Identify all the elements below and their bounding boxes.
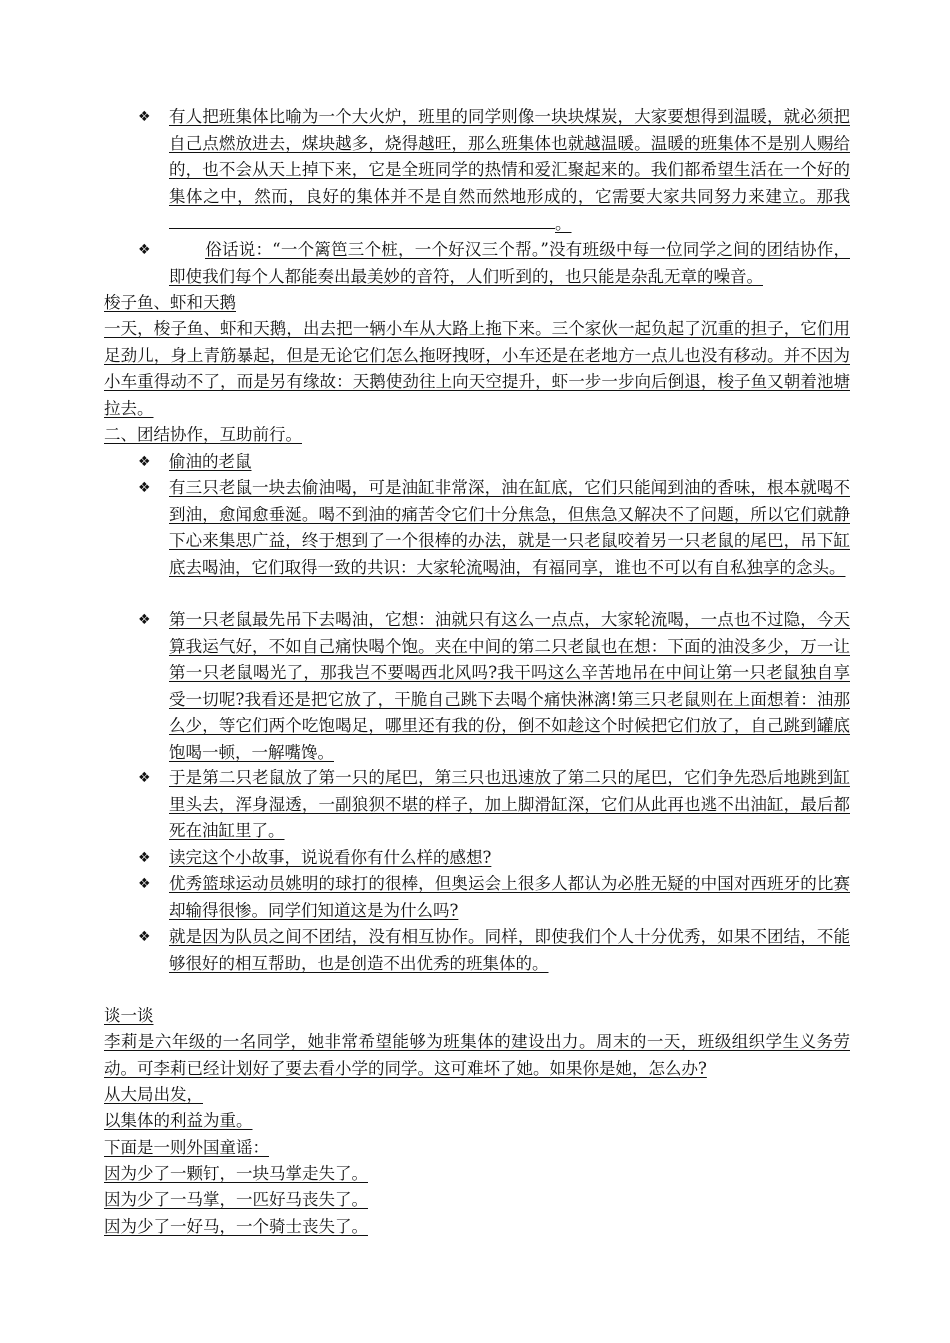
paragraph-text: 有人把班集体比喻为一个大火炉，班里的同学则像一块块煤炭，大家要想得到温暖，就必须把自己点燃放进去，煤块越多，烧得越旺，那么班集体也就越温暖。温暖的班集体不是别人赐给的，也不会从天上掉下来，它是全班同学的热情和爱汇聚起来的。我们都希望生活在一个好的集体之中，然而，良好的集体并不是自然而然地形成的，它需要大家共同努力来建立。那我 xyxy=(169,107,850,206)
rhyme-line: 因为少了一好马，一个骑士丧失了。 xyxy=(104,1217,368,1236)
diamond-bullet-icon: ❖ xyxy=(138,612,151,628)
section-heading: 二、团结协作，互助前行。 xyxy=(104,425,302,444)
bullet-item-story-start xyxy=(138,475,850,581)
bullet-item-class-fire xyxy=(138,104,850,238)
rhyme-line: 因为少了一颗钉，一块马掌走失了。 xyxy=(104,1164,368,1183)
rhyme-line: 因为少了一马掌，一匹好马丧失了。 xyxy=(104,1190,368,1209)
diamond-bullet-icon: ❖ xyxy=(138,929,151,945)
bullet-text: 优秀篮球运动员姚明的球打的很棒，但奥运会上很多人都认为必胜无疑的中国对西班牙的比赛却输得很惨。同学们知道这是为什么吗? xyxy=(169,874,850,920)
talk-paragraph: 李莉是六年级的一名同学，她非常希望能够为班集体的建设出力。周末的一天，班级组织学生义务劳动。可李莉已经计划好了要去看小学的同学。这可难坏了她。如果你是她，怎么办? xyxy=(104,1032,850,1078)
bullet-item-title xyxy=(138,449,850,476)
diamond-bullet-icon: ❖ xyxy=(138,454,151,470)
bullet-item-story-middle xyxy=(138,607,850,766)
story-title: 梭子鱼、虾和天鹅 xyxy=(104,293,236,312)
period: 。 xyxy=(555,214,572,233)
diamond-bullet-icon: ❖ xyxy=(138,876,151,892)
bullet-text: 偷油的老鼠 xyxy=(169,452,252,471)
bullet-item-story-end xyxy=(138,765,850,845)
fill-in-blank xyxy=(169,210,555,229)
bullet-item-conclusion xyxy=(138,924,850,977)
talk-title: 谈一谈 xyxy=(104,1006,154,1025)
text-line: 下面是一则外国童谣： xyxy=(104,1138,269,1157)
diamond-bullet-icon: ❖ xyxy=(138,850,151,866)
text-line: 以集体的利益为重。 xyxy=(104,1111,253,1130)
text-line: 从大局出发， xyxy=(104,1085,203,1104)
bullet-text: 读完这个小故事，说说看你有什么样的感想? xyxy=(169,848,492,867)
bullet-text: 于是第二只老鼠放了第一只的尾巴，第三只也迅速放了第二只的尾巴，它们争先恐后地跳到缸里头去，浑身湿透，一副狼狈不堪的样子，加上脚滑缸深，它们从此再也逃不出油缸，最后都死在油缸里了。 xyxy=(169,768,850,840)
diamond-bullet-icon: ❖ xyxy=(138,109,151,125)
bullet-text: 有三只老鼠一块去偷油喝，可是油缸非常深，油在缸底，它们只能闻到油的香味，根本就喝不到油，愈闻愈垂涎。喝不到油的痛苦令它们十分焦急，但焦急又解决不了问题，所以它们就静下心来集思广益，终于想到了一个很棒的办法，就是一只老鼠咬着另一只老鼠的尾巴，吊下缸底去喝油，它们取得一致的共识：大家轮流喝油，有福同享，谁也不可以有自私独享的念头。 xyxy=(169,478,850,577)
diamond-bullet-icon: ❖ xyxy=(138,770,151,786)
diamond-bullet-icon: ❖ xyxy=(138,480,151,496)
bullet-text: 第一只老鼠最先吊下去喝油，它想：油就只有这么一点点，大家轮流喝，一点也不过隐，今天算我运气好，不如自己痛快喝个饱。夹在中间的第二只老鼠也在想：下面的油没多少，万一让第一只老鼠喝光了，那我岂不要喝西北风吗?我干吗这么辛苦地吊在中间让第一只老鼠独自享受一切呢?我看还是把它放了，干脆自己跳下去喝个痛快淋漓!第三只老鼠则在上面想着：油那么少，等它们两个吃饱喝足，哪里还有我的份，倒不如趁这个时候把它们放了，自己跳到罐底饱喝一顿，一解嘴馋。 xyxy=(169,610,850,762)
bullet-text xyxy=(169,104,850,238)
bullet-item-proverb xyxy=(138,237,850,290)
bullet-text: 就是因为队员之间不团结，没有相互协作。同样，即使我们个人十分优秀，如果不团结，不能够很好的相互帮助，也是创造不出优秀的班集体的。 xyxy=(169,927,850,973)
bullet-item-question xyxy=(138,845,850,872)
bullet-item-basketball xyxy=(138,871,850,924)
diamond-bullet-icon: ❖ xyxy=(138,242,151,258)
bullet-text: 俗话说：“一个篱笆三个桩，一个好汉三个帮。”没有班级中每一位同学之间的团结协作，即使我们每个人都能奏出最美妙的音符，人们听到的，也只能是杂乱无章的噪音。 xyxy=(169,240,850,286)
story-paragraph: 一天，梭子鱼、虾和天鹅，出去把一辆小车从大路上拖下来。三个家伙一起负起了沉重的担子，它们用足劲儿，身上青筋暴起，但是无论它们怎么拖呀拽呀，小车还是在老地方一点儿也没有移动。并不因为小车重得动不了，而是另有缘故：天鹅使劲往上向天空提升，虾一步一步向后倒退，梭子鱼又朝着池塘拉去。 xyxy=(104,319,850,418)
